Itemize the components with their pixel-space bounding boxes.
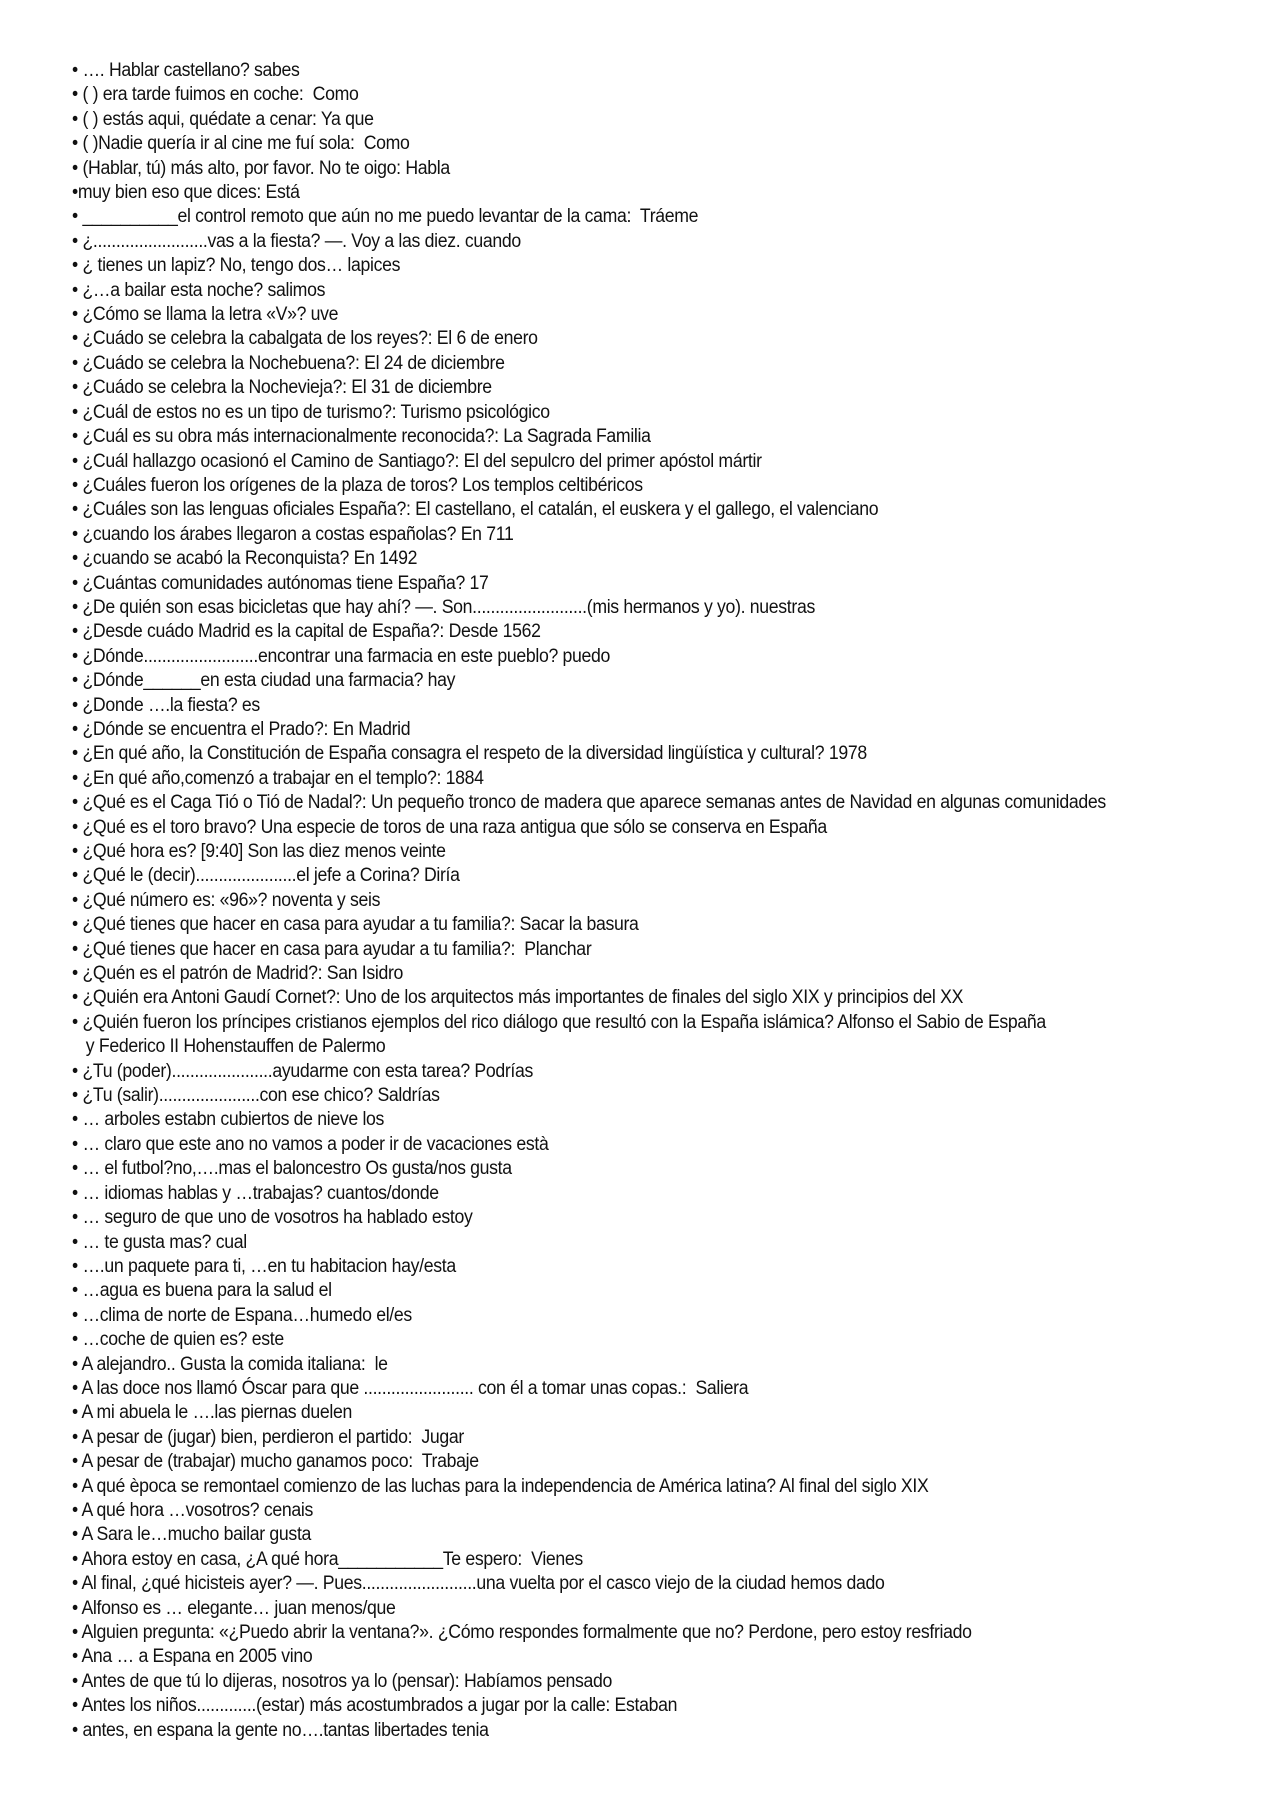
text-line: • A qué hora …vosotros? cenais xyxy=(72,1499,314,1521)
text-line: • ¿.........................vas a la fiesta? —. Voy a las diez. cuando xyxy=(72,230,521,252)
text-line: • ¿Quién fueron los príncipes cristianos ejemplos del rico diálogo que resultó con la España islámica? Alfonso el Sabio de España xyxy=(72,1011,1046,1033)
text-line: • Antes los niños.............(estar) más acostumbrados a jugar por la calle: Estaban xyxy=(72,1695,678,1717)
text-line: • ¿Qué es el toro bravo? Una especie de toros de una raza antigua que sólo se conserva en España xyxy=(72,816,827,838)
text-line: • Ahora estoy en casa, ¿A qué hora___________Te espero: Vienes xyxy=(72,1548,583,1570)
text-line: • A qué època se remontael comienzo de las luchas para la independencia de América latina? Al final del siglo XIX xyxy=(72,1475,929,1497)
text-line: • …coche de quien es? este xyxy=(72,1329,284,1351)
text-line: • A alejandro.. Gusta la comida italiana: le xyxy=(72,1353,388,1375)
text-line: • Alfonso es … elegante… juan menos/que xyxy=(72,1597,396,1619)
text-line: • ¿Tu (poder)......................ayudarme con esta tarea? Podrías xyxy=(72,1060,534,1082)
text-line: • … seguro de que uno de vosotros ha hablado estoy xyxy=(72,1207,473,1229)
text-line: • ¿Qué le (decir)......................el jefe a Corina? Diría xyxy=(72,865,460,887)
text-line: • ¿Dónde.........................encontrar una farmacia en este pueblo? puedo xyxy=(72,645,611,667)
text-line: • ¿Quén es el patrón de Madrid?: San Isidro xyxy=(72,963,404,985)
text-line: • ¿Cuádo se celebra la Nochevieja?: El 31 de diciembre xyxy=(72,377,492,399)
text-line: • …agua es buena para la salud el xyxy=(72,1280,332,1302)
text-line: • ¿…a bailar esta noche? salimos xyxy=(72,279,326,301)
text-line: • ¿Qué hora es? [9:40] Son las diez menos veinte xyxy=(72,841,446,862)
text-line: • ¿Qué número es: «96»? noventa y seis xyxy=(72,889,381,911)
text-line: • ¿Dónde se encuentra el Prado?: En Madrid xyxy=(72,718,411,740)
text-line: • Al final, ¿qué hicisteis ayer? —. Pues.........................una vuelta por el casco viejo de la ciudad hemos dado xyxy=(72,1573,885,1595)
text-line: • ¿Desde cuádo Madrid es la capital de España?: Desde 1562 xyxy=(72,621,541,643)
text-line: • A Sara le…mucho bailar gusta xyxy=(72,1524,312,1546)
text-line: • ¿Cuál hallazgo ocasionó el Camino de Santiago?: El del sepulcro del primer apóstol mártir xyxy=(72,450,762,472)
text-line: • ¿Qué tienes que hacer en casa para ayudar a tu familia?: Planchar xyxy=(72,938,592,960)
text-line: • A las doce nos llamó Óscar para que ........................ con él a tomar unas copas.: Saliera xyxy=(72,1377,749,1399)
text-line: • ¿ tienes un lapiz? No, tengo dos… lapices xyxy=(72,255,401,277)
text-line: • A mi abuela le ….las piernas duelen xyxy=(72,1402,352,1424)
text-line: y Federico II Hohenstauffen de Palermo xyxy=(72,1036,386,1058)
text-line: • ¿Tu (salir)......................con ese chico? Saldrías xyxy=(72,1085,440,1107)
text-line: • … arboles estabn cubiertos de nieve los xyxy=(72,1109,385,1131)
text-line: • A pesar de (trabajar) mucho ganamos poco: Trabaje xyxy=(72,1451,479,1473)
text-line: • ¿Quién era Antoni Gaudí Cornet?: Uno de los arquitectos más importantes de finales del siglo XIX y principios del XX xyxy=(72,987,964,1009)
text-line: • Ana … a Espana en 2005 vino xyxy=(72,1646,313,1668)
text-line: • ( ) estás aqui, quédate a cenar: Ya que xyxy=(72,108,374,130)
text-line: • ¿Cuál de estos no es un tipo de turismo?: Turismo psicológico xyxy=(72,401,550,423)
text-line: • ( )Nadie quería ir al cine me fuí sola: Como xyxy=(72,133,410,155)
text-line: • ¿Cuádo se celebra la cabalgata de los reyes?: El 6 de enero xyxy=(72,328,538,350)
text-line: • ¿Qué es el Caga Tió o Tió de Nadal?: Un pequeño tronco de madera que aparece semanas antes de Navidad en algunas comunidades xyxy=(72,792,1106,814)
text-line: • ¿Cuál es su obra más internacionalmente reconocida?: La Sagrada Familia xyxy=(72,426,651,448)
text-line: • ¿Cuáles son las lenguas oficiales España?: El castellano, el catalán, el euskera y el gallego, el valenciano xyxy=(72,499,879,521)
text-line: • Antes de que tú lo dijeras, nosotros ya lo (pensar): Habíamos pensado xyxy=(72,1670,613,1692)
text-line: • ¿Dónde______en esta ciudad una farmacia? hay xyxy=(72,670,456,692)
text-line: • ¿Cuántas comunidades autónomas tiene España? 17 xyxy=(72,572,489,594)
text-line: • ¿En qué año, la Constitución de España consagra el respeto de la diversidad lingüística y cultural? 1978 xyxy=(72,743,867,765)
document-text xyxy=(72,59,1151,1743)
text-line: • ( ) era tarde fuimos en coche: Como xyxy=(72,84,359,106)
text-line: • ¿cuando los árabes llegaron a costas españolas? En 711 xyxy=(72,523,514,545)
text-line: • ¿En qué año,comenzó a trabajar en el templo?: 1884 xyxy=(72,767,484,789)
text-line: • __________el control remoto que aún no me puedo levantar de la cama: Tráeme xyxy=(72,206,699,228)
text-line: • ¿De quién son esas bicicletas que hay ahí? —. Son.........................(mis hermanos y yo). nuestras xyxy=(72,596,815,618)
text-line: • …clima de norte de Espana…humedo el/es xyxy=(72,1304,412,1326)
text-line: •muy bien eso que dices: Está xyxy=(72,182,300,204)
text-line: • (Hablar, tú) más alto, por favor. No te oigo: Habla xyxy=(72,157,450,179)
text-line: • Alguien pregunta: «¿Puedo abrir la ventana?». ¿Cómo respondes formalmente que no? Perdone, pero estoy resfriado xyxy=(72,1622,972,1643)
text-line: • … te gusta mas? cual xyxy=(72,1231,247,1253)
text-line: • ¿Cómo se llama la letra «V»? uve xyxy=(72,304,339,326)
text-line: • ¿Cuádo se celebra la Nochebuena?: El 24 de diciembre xyxy=(72,352,505,374)
text-line: • ¿Cuáles fueron los orígenes de la plaza de toros? Los templos celtibéricos xyxy=(72,474,643,496)
text-line: • ¿cuando se acabó la Reconquista? En 1492 xyxy=(72,548,418,570)
text-line: • …. Hablar castellano? sabes xyxy=(72,60,300,81)
text-line: • … el futbol?no,….mas el baloncestro Os gusta/nos gusta xyxy=(72,1158,512,1180)
text-line: • ¿Qué tienes que hacer en casa para ayudar a tu familia?: Sacar la basura xyxy=(72,914,639,936)
text-line: • … claro que este ano no vamos a poder ir de vacaciones està xyxy=(72,1133,549,1155)
text-line: • ….un paquete para ti, …en tu habitacion hay/esta xyxy=(72,1255,456,1277)
text-line: • … idiomas hablas y …trabajas? cuantos/donde xyxy=(72,1182,439,1204)
text-line: • antes, en espana la gente no….tantas libertades tenia xyxy=(72,1719,489,1741)
text-line: • ¿Donde ….la fiesta? es xyxy=(72,694,260,716)
text-line: • A pesar de (jugar) bien, perdieron el partido: Jugar xyxy=(72,1426,464,1448)
